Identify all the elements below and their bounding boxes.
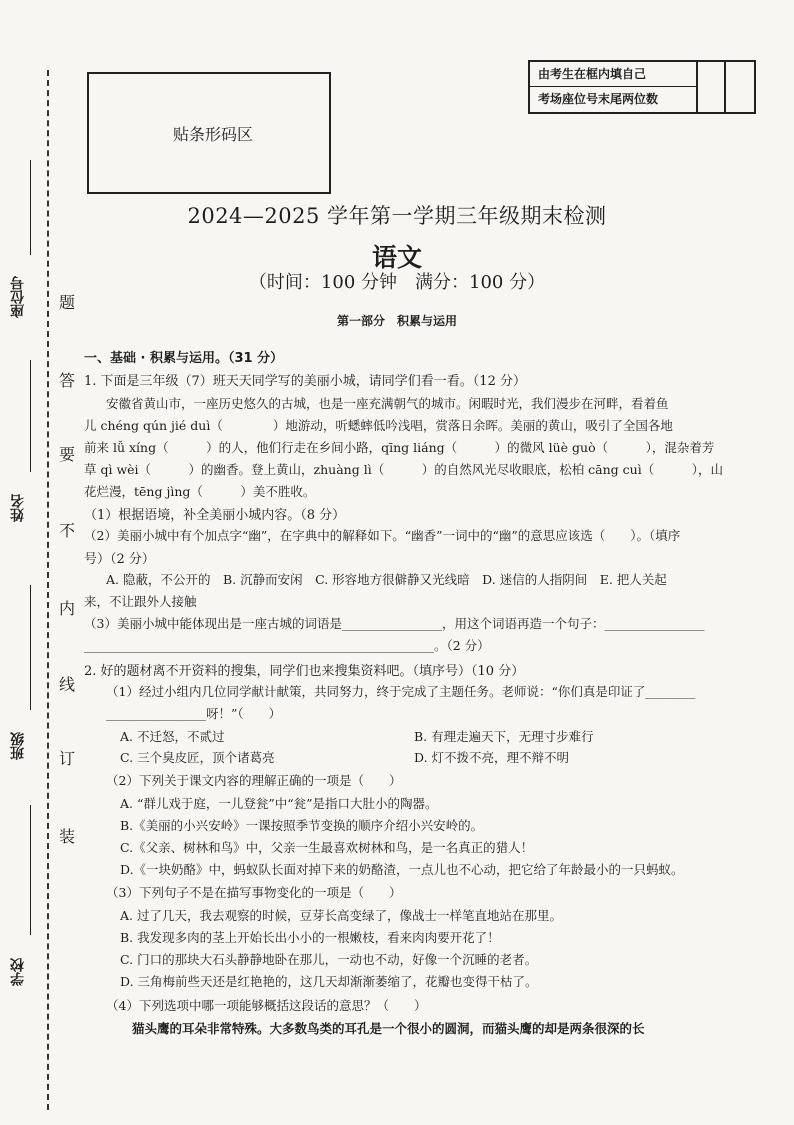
question-1-2-options: A. 隐蔽，不公开的 B. 沉静而安闲 C. 形容地方很僻静又光线暗 D. 迷信的人指阴间 E. 把人关起 <box>106 572 667 587</box>
passage-line-4: 草 qì wèi（ ）的幽香。登上黄山，zhuàng lì（ ）的自然风光尽收眼底，松柏 cāng cuì（ ），山 <box>84 462 723 477</box>
margin-char-nei: 内 <box>58 599 75 618</box>
seat-instruction-line-1: 由考生在框内填自己 <box>530 62 696 87</box>
question-2-3-option-d: D. 三角梅前些天还是红艳艳的，这几天却渐渐萎缩了，花瓣也变得干枯了。 <box>120 974 538 989</box>
question-2-2-option-c: C.《父亲、树林和鸟》中，父亲一生最喜欢树林和鸟，是一名真正的猎人！ <box>120 840 534 855</box>
question-2-2: （2）下列关于课文内容的理解正确的一项是（ ） <box>106 773 402 788</box>
barcode-area <box>87 72 331 194</box>
question-2-2-option-b: B.《美丽的小兴安岭》一课按照季节变换的顺序介绍小兴安岭的。 <box>120 818 484 833</box>
question-2-1-option-a: A. 不迁怒，不贰过 <box>120 729 225 744</box>
question-2-1-cont: ________________呀！”（ ） <box>106 706 282 721</box>
question-2: 2. 好的题材离不开资料的搜集，同学们也来搜集资料吧。（填序号）（10 分） <box>84 664 525 679</box>
margin-char-xian: 线 <box>58 675 75 694</box>
question-1-2-cont: 号）（2 分） <box>84 552 155 567</box>
margin-char-ti: 题 <box>58 293 75 312</box>
passage-line-2: 儿 chéng qún jié duì（ ）地游动，听蟋蟀低吟浅唱，赏落日余晖。美丽的黄山，吸引了全国各地 <box>84 418 673 433</box>
subject-title: 语文 <box>371 243 422 272</box>
seat-number-label: 座位号 <box>10 276 26 318</box>
margin-char-bu: 不 <box>58 521 75 540</box>
question-1-2-options-cont: 来，不让跟外人接触 <box>84 594 197 609</box>
passage-line-5: 花烂漫，tēng jìng（ ）美不胜收。 <box>84 484 316 499</box>
question-1: 1. 下面是三年级（7）班天天同学写的美丽小城，请同学们看一看。（12 分） <box>84 374 526 389</box>
question-2-4-passage: 猫头鹰的耳朵非常特殊。大多数鸟类的耳孔是一个很小的圆洞，而猫头鹰的却是两条很深的长 <box>132 1021 645 1036</box>
question-2-2-option-d: D.《一块奶酪》中，蚂蚁队长面对掉下来的奶酪渣，一点儿也不心动，把它给了年龄最小的一只蚂蚁。 <box>120 862 684 877</box>
question-1-1: （1）根据语境，补全美丽小城内容。（8 分） <box>84 508 346 523</box>
passage-line-3: 前来 lǚ xíng（ ）的人，他们行走在乡间小路，qīng liáng（ ）的微风 lüè guò（ ），混杂着芳 <box>84 440 715 455</box>
question-2-1-option-b: B. 有理走遍天下，无理寸步难行 <box>414 729 594 744</box>
class-label: 班级 <box>10 732 26 760</box>
margin-char-da: 答 <box>58 371 75 390</box>
seat-instruction-line-2: 考场座位号末尾两位数 <box>538 92 659 106</box>
question-2-3-option-c: C. 门口的那块大石头静静地卧在那儿，一动也不动，好像一个沉睡的老者。 <box>120 952 538 967</box>
seat-instruction-box <box>528 60 698 114</box>
question-2-3: （3）下列句子不是在描写事物变化的一项是（ ） <box>106 885 402 900</box>
time-score-info: （时间：100 分钟 满分：100 分） <box>248 272 546 293</box>
class-write-line <box>30 585 31 710</box>
question-2-1-option-d: D. 灯不拨不亮，理不辩不明 <box>414 750 570 765</box>
question-2-2-option-a: A. “群儿戏于庭，一儿登瓮”中“瓮”是指口大肚小的陶器。 <box>120 796 438 811</box>
name-label: 姓名 <box>10 494 26 522</box>
question-2-1-option-c: C. 三个臭皮匠，顶个诸葛亮 <box>120 750 275 765</box>
question-2-4: （4）下列选项中哪一项能够概括这段话的意思？（ ） <box>106 998 427 1013</box>
section-heading: 一、基础 · 积累与运用。（31 分） <box>84 351 284 366</box>
question-1-2: （2）美丽小城中有个加点字“幽”，在字典中的解释如下。“幽香”一词中的“幽”的意思应该选（ ）。（填序 <box>84 528 681 543</box>
margin-char-ding: 订 <box>58 749 75 768</box>
seat-digit-box-2[interactable] <box>724 60 756 114</box>
barcode-label: 贴条形码区 <box>173 125 254 144</box>
question-2-3-option-b: B. 我发现多肉的茎上开始长出小小的一根嫩枝，看来肉肉要开花了！ <box>120 930 500 945</box>
passage-line-1: 安徽省黄山市，一座历史悠久的古城，也是一座充满朝气的城市。闲暇时光，我们漫步在河畔，看着鱼 <box>106 396 669 411</box>
name-write-line <box>30 360 31 472</box>
question-1-3: （3）美丽小城中能体现出是一座古城的词语是________________，用这个词语再造一个句子：________________ <box>84 616 705 631</box>
question-1-3-cont: ________________________________________________________。（2 分） <box>84 638 490 653</box>
question-2-3-option-a: A. 过了几天，我去观察的时候，豆芽长高变绿了，像战士一样笔直地站在那里。 <box>120 908 562 923</box>
margin-char-yao: 要 <box>58 445 75 464</box>
part-heading: 第一部分 积累与运用 <box>336 314 457 328</box>
exam-title: 2024—2025 学年第一学期三年级期末检测 <box>187 204 607 228</box>
seat-digit-box-1[interactable] <box>694 60 726 114</box>
school-write-line <box>30 805 31 935</box>
question-2-1: （1）经过小组内几位同学献计献策，共同努力，终于完成了主题任务。老师说：“你们真是印证了________ <box>106 684 696 699</box>
margin-char-zhuang: 装 <box>58 827 75 846</box>
school-label: 学校 <box>10 958 26 986</box>
